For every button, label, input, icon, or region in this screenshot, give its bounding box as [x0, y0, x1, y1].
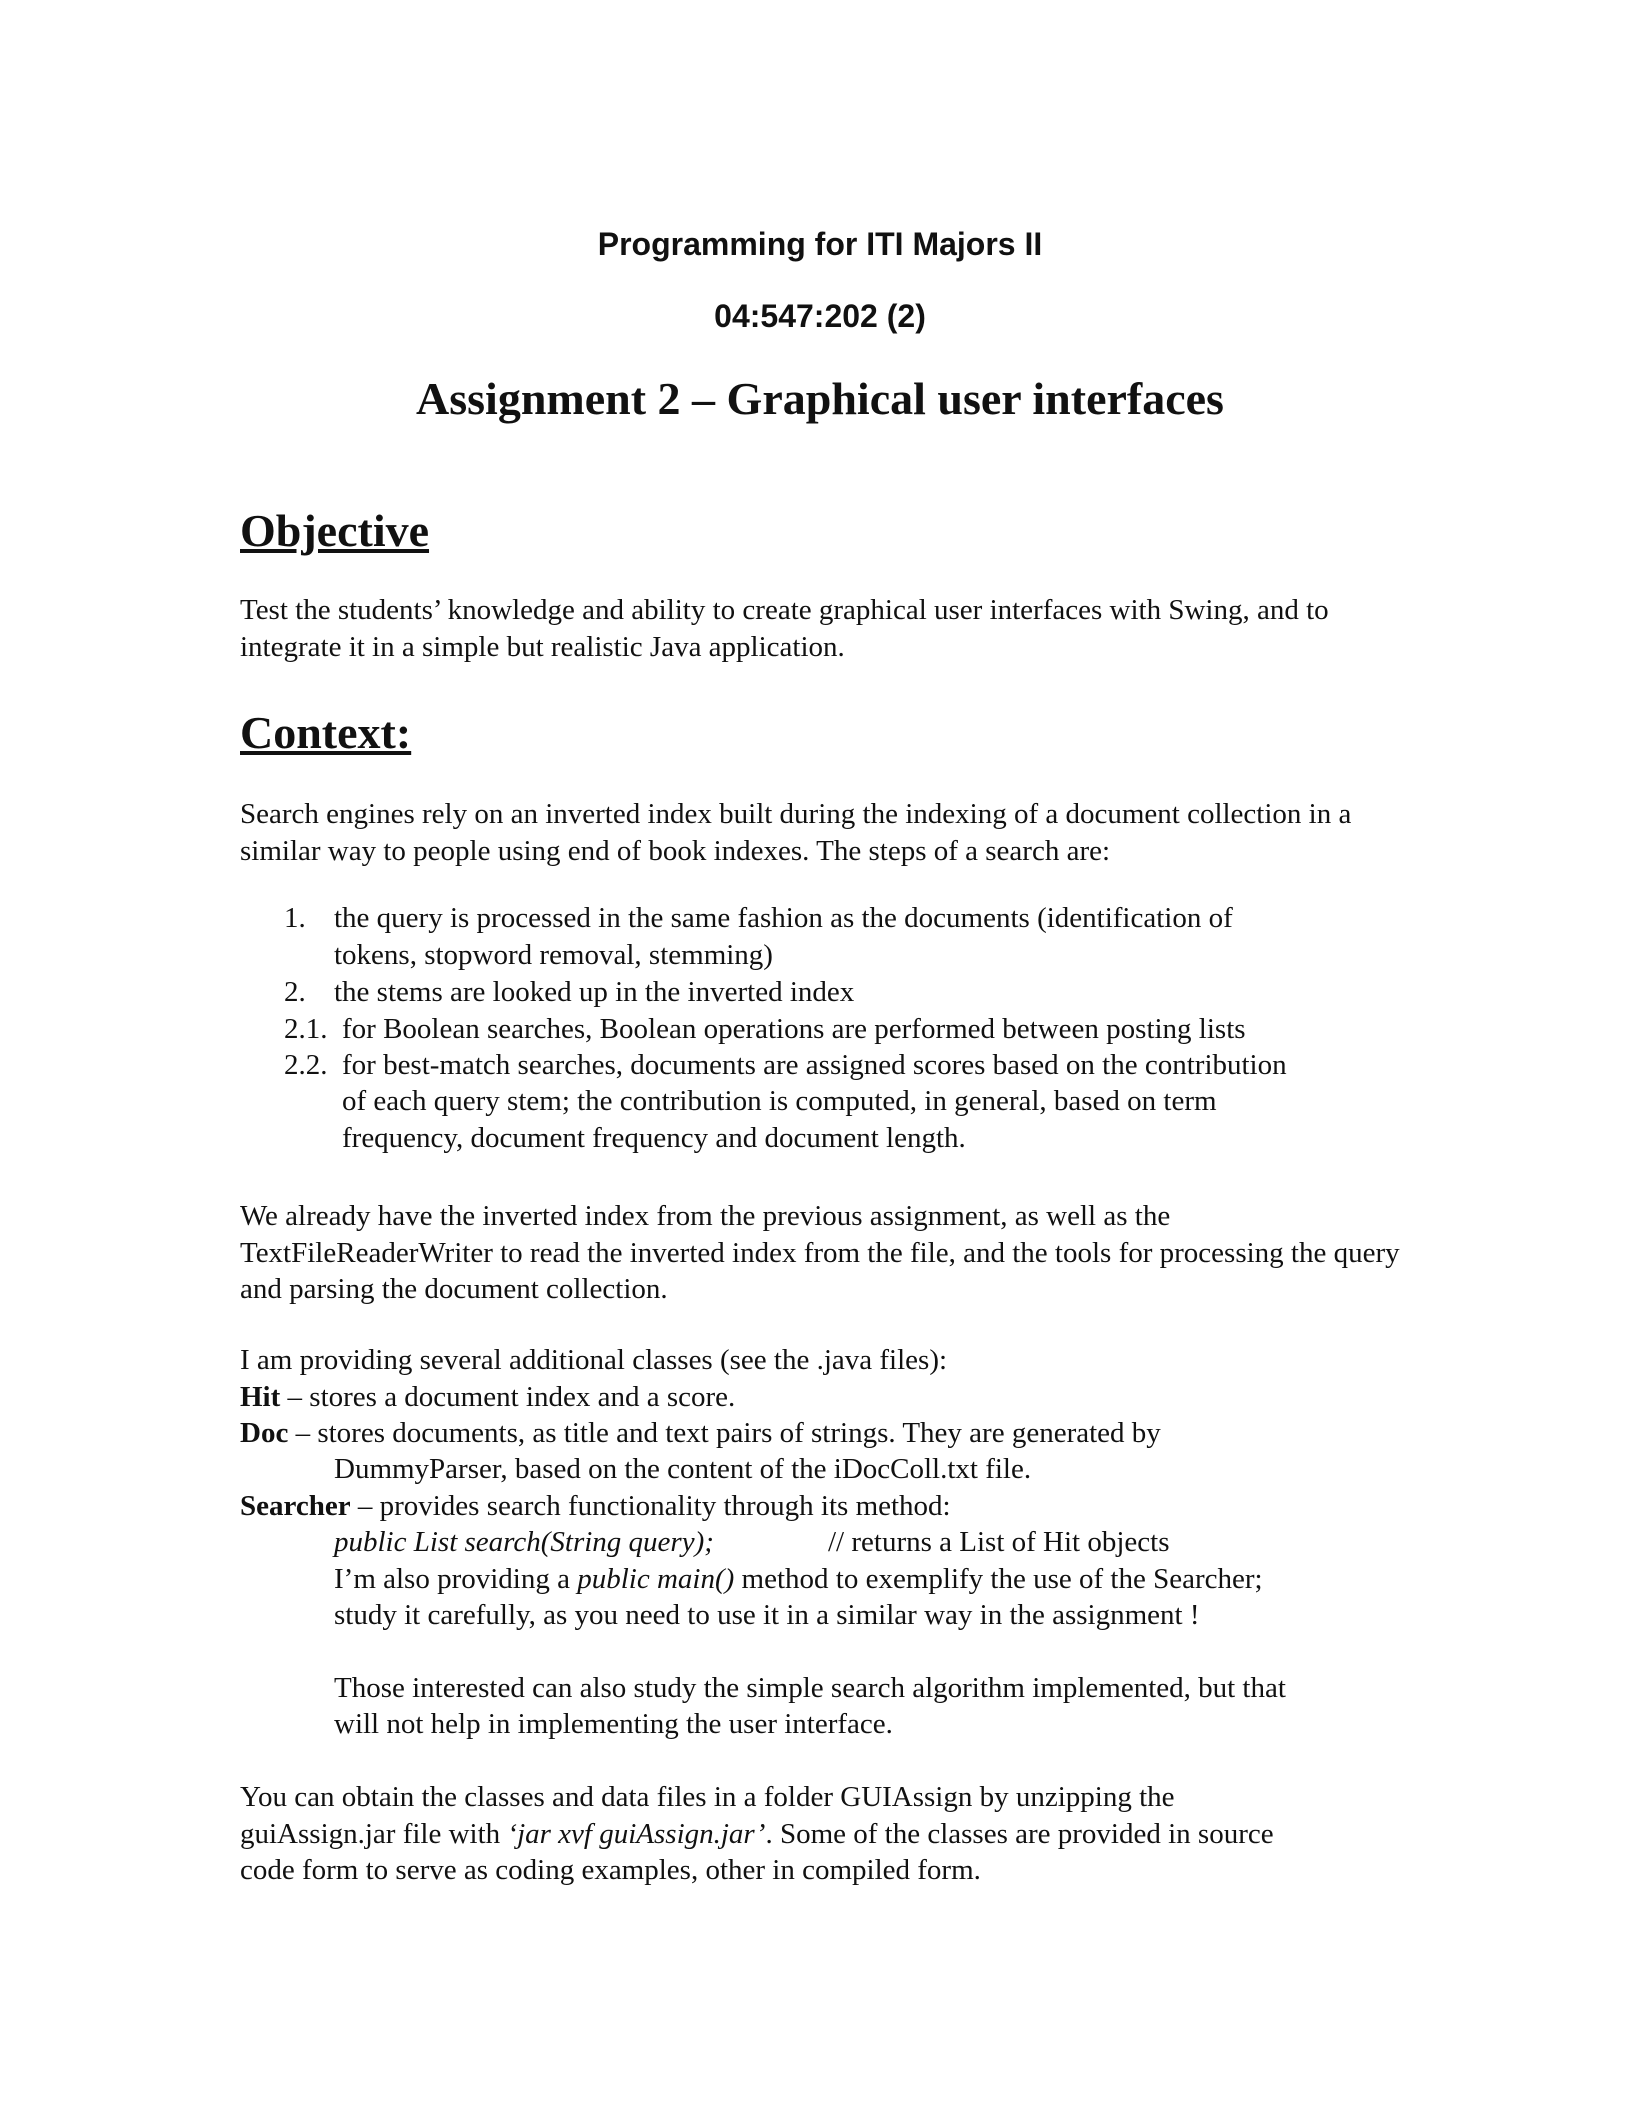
hit-definition	[240, 1379, 1410, 1416]
context-heading: Context:	[240, 707, 412, 758]
main-method-name: public main()	[577, 1563, 735, 1595]
main-method-note	[334, 1561, 1414, 1598]
list-item-line: frequency, document frequency and document length.	[342, 1122, 966, 1154]
interested-note-line2: will not help in implementing the user interface.	[334, 1708, 893, 1740]
interested-note-line1: Those interested can also study the simple search algorithm implemented, but that	[334, 1672, 1286, 1704]
obtain-text-end: . Some of the classes are provided in source	[765, 1818, 1274, 1850]
context-intro: Search engines rely on an inverted index built during the indexing of a document collection in a similar way to people using end of book indexes. The steps of a search are:	[240, 798, 1352, 867]
class-name-hit: Hit	[240, 1381, 281, 1413]
list-item-number: 2.2.	[284, 1049, 328, 1081]
assignment-title: Assignment 2 – Graphical user interfaces	[416, 373, 1224, 424]
list-item-number: 2.	[284, 976, 306, 1008]
searcher-definition	[240, 1488, 1410, 1525]
list-item-line: tokens, stopword removal, stemming)	[334, 939, 773, 971]
course-code: 04:547:202 (2)	[714, 298, 926, 334]
class-name-doc: Doc	[240, 1417, 289, 1449]
providing-line: I am providing several additional classes (see the .java files):	[240, 1344, 948, 1376]
already-have-paragraph: We already have the inverted index from the previous assignment, as well as the TextFileReaderWriter to read the inverted index from the file, and the tools for processing the query and parsing the document collection.	[240, 1200, 1400, 1305]
list-item-line: the query is processed in the same fashion as the documents (identification of	[334, 902, 1233, 934]
course-name: Programming for ITI Majors II	[597, 226, 1043, 262]
obtain-line2	[240, 1816, 1410, 1853]
list-item-line: for best-match searches, documents are assigned scores based on the contribution	[342, 1049, 1287, 1081]
objective-heading: Objective	[240, 505, 430, 556]
class-desc-hit: – stores a document index and a score.	[280, 1381, 736, 1413]
doc-definition	[240, 1415, 1410, 1452]
main-note-text: I’m also providing a	[334, 1563, 578, 1595]
method-comment: // returns a List of Hit objects	[828, 1526, 1170, 1558]
class-desc-doc: – stores documents, as title and text pairs of strings. They are generated by	[288, 1417, 1161, 1449]
main-method-note-line2: study it carefully, as you need to use it in a similar way in the assignment !	[334, 1599, 1200, 1631]
main-note-text-end: method to exemplify the use of the Searcher;	[734, 1563, 1263, 1595]
list-item-line: for Boolean searches, Boolean operations are performed between posting lists	[342, 1013, 1246, 1045]
list-item-number: 2.1.	[284, 1013, 328, 1045]
objective-text: Test the students’ knowledge and ability to create graphical user interfaces with Swing, and to integrate it in a simple but realistic Java application.	[240, 594, 1329, 663]
list-item-line: of each query stem; the contribution is computed, in general, based on term	[342, 1085, 1217, 1117]
jar-command: ‘jar xvf guiAssign.jar’	[507, 1818, 766, 1850]
obtain-text: guiAssign.jar file with	[240, 1818, 508, 1850]
list-item-line: the stems are looked up in the inverted index	[334, 976, 855, 1008]
obtain-line1: You can obtain the classes and data files in a folder GUIAssign by unzipping the	[240, 1781, 1175, 1813]
class-desc-searcher: – provides search functionality through its method:	[350, 1490, 951, 1522]
doc-definition-continuation: DummyParser, based on the content of the iDocColl.txt file.	[334, 1453, 1032, 1485]
class-name-searcher: Searcher	[240, 1490, 351, 1522]
method-signature: public List search(String query);	[334, 1526, 714, 1558]
obtain-line3: code form to serve as coding examples, other in compiled form.	[240, 1854, 981, 1886]
list-item-number: 1.	[284, 902, 306, 934]
method-signature-line	[334, 1524, 1414, 1561]
